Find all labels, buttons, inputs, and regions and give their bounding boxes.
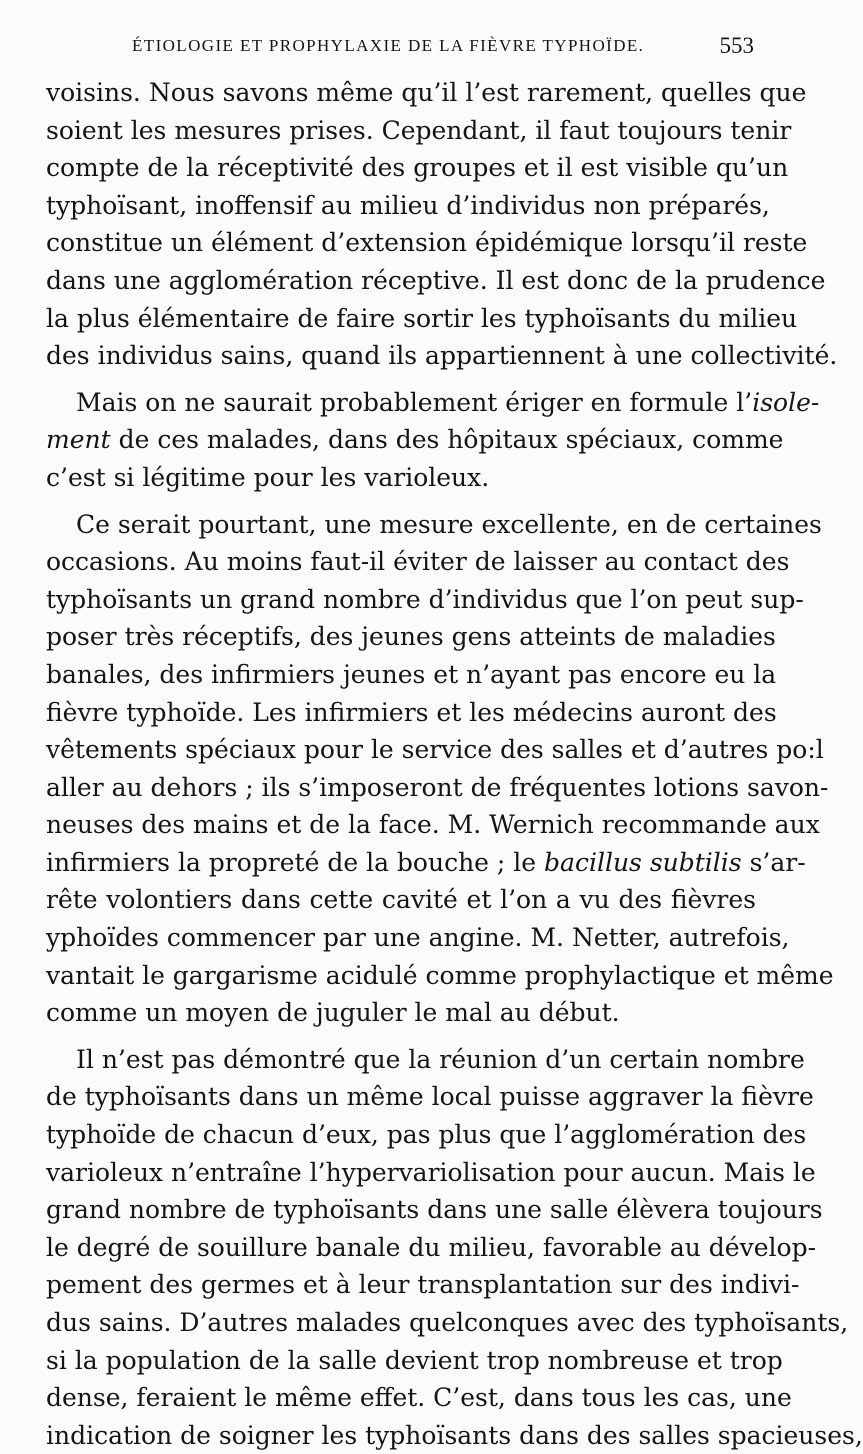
text-run: fièvre typhoïde. Les infirmiers et les médecins auront des — [46, 697, 777, 727]
text-run: yphoïdes commencer par une angine. M. Netter, autrefois, — [46, 923, 790, 953]
text-line — [46, 656, 777, 694]
text-run: rête volontiers dans cette cavité et l’on a vu des fièvres — [46, 885, 756, 915]
text-line — [46, 224, 808, 262]
text-line — [46, 1116, 807, 1154]
text-run: vêtements spéciaux pour le service des salles et d’autres po:l — [46, 735, 824, 765]
text-run: de ces malades, dans des hôpitaux spéciaux, comme — [110, 425, 784, 455]
text-line — [46, 1154, 816, 1192]
text-line — [46, 769, 829, 807]
text-line — [46, 459, 756, 497]
italic-text: ment — [46, 425, 111, 455]
text-line — [46, 1078, 814, 1116]
text-run: typhoïde de chacun d’eux, pas plus que l’agglomération des — [46, 1120, 807, 1150]
text-run: dans une agglomération réceptive. Il est donc de la prudence — [46, 265, 826, 295]
text-run: compte de la réceptivité des groupes et il est visible qu’un — [46, 153, 789, 183]
text-line — [46, 337, 838, 375]
text-line — [46, 618, 776, 656]
text-run: aller au dehors ; ils s’imposeront de fréquentes lotions savon- — [46, 772, 829, 802]
text-line — [46, 1342, 783, 1380]
text-run: typhoïsant, inoffensif au milieu d’individus non préparés, — [46, 190, 770, 220]
text-line — [46, 384, 820, 422]
text-line — [46, 74, 807, 112]
italic-text: isole- — [752, 387, 820, 417]
text-line — [46, 694, 777, 732]
text-run: de typhoïsants dans un même local puisse aggraver la fièvre — [46, 1082, 814, 1112]
text-line — [46, 300, 798, 338]
paragraph — [46, 74, 838, 375]
running-head — [44, 33, 760, 64]
text-run: dus sains. D’autres malades quelconques avec des typhoïsants, — [46, 1308, 849, 1337]
text-line — [46, 543, 790, 581]
text-run: comme un moyen de juguler le mal au début. — [46, 998, 620, 1028]
text-run: la plus élémentaire de faire sortir les typhoïsants du milieu — [46, 303, 798, 333]
text-run: des individus sains, quand ils appartiennent à une collectivité. — [46, 341, 838, 371]
paragraph — [46, 384, 820, 497]
text-run: dense, feraient le même effet. C’est, dans tous les cas, une — [46, 1383, 792, 1413]
text-run: Mais on ne saurait probablement ériger en formule l’ — [76, 387, 753, 417]
text-line — [46, 506, 822, 544]
page-number: 553 — [719, 33, 754, 58]
text-run: s’ar- — [741, 847, 806, 877]
text-line — [46, 421, 784, 459]
text-line — [46, 1229, 817, 1267]
text-run: Ce serait pourtant, une mesure excellente, en de certaines — [76, 509, 822, 539]
text-line — [46, 919, 790, 957]
text-run: banales, des infirmiers jeunes et n’ayant pas encore eu la — [46, 659, 777, 689]
text-run: typhoïsants un grand nombre d’individus que l’on peut sup- — [46, 584, 804, 614]
running-title: ÉTIOLOGIE ET PROPHYLAXIE DE LA FIÈVRE TYPHOÏDE. — [132, 36, 645, 55]
text-run: occasions. Au moins faut-il éviter de laisser au contact des — [46, 547, 790, 577]
text-line — [46, 1304, 849, 1342]
text-run: Il n’est pas démontré que la réunion d’un certain nombre — [76, 1044, 805, 1074]
text-run: neuses des mains et de la face. M. Wernich recommande aux — [46, 810, 820, 840]
text-run: le degré de souillure banale du milieu, favorable au dévelop- — [46, 1232, 817, 1262]
text-run: vantait le gargarisme acidulé comme prophylactique et même — [46, 960, 834, 990]
text-line — [46, 731, 824, 769]
text-run: poser très réceptifs, des jeunes gens atteints de maladies — [46, 622, 776, 652]
italic-text: bacillus subtilis — [544, 847, 742, 877]
text-run: voisins. Nous savons même qu’il l’est rarement, quelles que — [46, 78, 807, 107]
text-line — [46, 844, 806, 882]
text-line — [46, 262, 826, 300]
text-line — [46, 112, 792, 150]
text-body — [46, 74, 863, 1454]
text-line — [46, 1191, 823, 1229]
text-line — [46, 149, 789, 187]
paragraph — [46, 1041, 863, 1454]
text-line — [46, 881, 756, 919]
paragraph — [46, 506, 834, 1032]
text-line — [46, 1266, 800, 1304]
text-run: indication de soigner les typhoïsants dans des salles spacieuses, — [46, 1420, 863, 1450]
text-line — [46, 187, 770, 225]
text-line — [46, 1041, 805, 1079]
text-line — [46, 957, 834, 995]
text-run: varioleux n’entraîne l’hypervariolisation pour aucun. Mais le — [46, 1157, 816, 1187]
text-run: soient les mesures prises. Cependant, il faut toujours tenir — [46, 115, 792, 145]
text-line — [46, 994, 756, 1032]
text-line — [46, 1417, 863, 1454]
text-run: infirmiers la propreté de la bouche ; le — [46, 847, 545, 877]
text-run: si la population de la salle devient trop nombreuse et trop — [46, 1345, 783, 1375]
text-run: pement des germes et à leur transplantation sur des indivi- — [46, 1270, 800, 1300]
text-line — [46, 1379, 792, 1417]
text-line — [46, 581, 804, 619]
text-run: c’est si légitime pour les varioleux. — [46, 462, 490, 492]
text-run: grand nombre de typhoïsants dans une salle élèvera toujours — [46, 1195, 823, 1225]
text-line — [46, 806, 820, 844]
text-run: constitue un élément d’extension épidémique lorsqu’il reste — [46, 228, 808, 258]
